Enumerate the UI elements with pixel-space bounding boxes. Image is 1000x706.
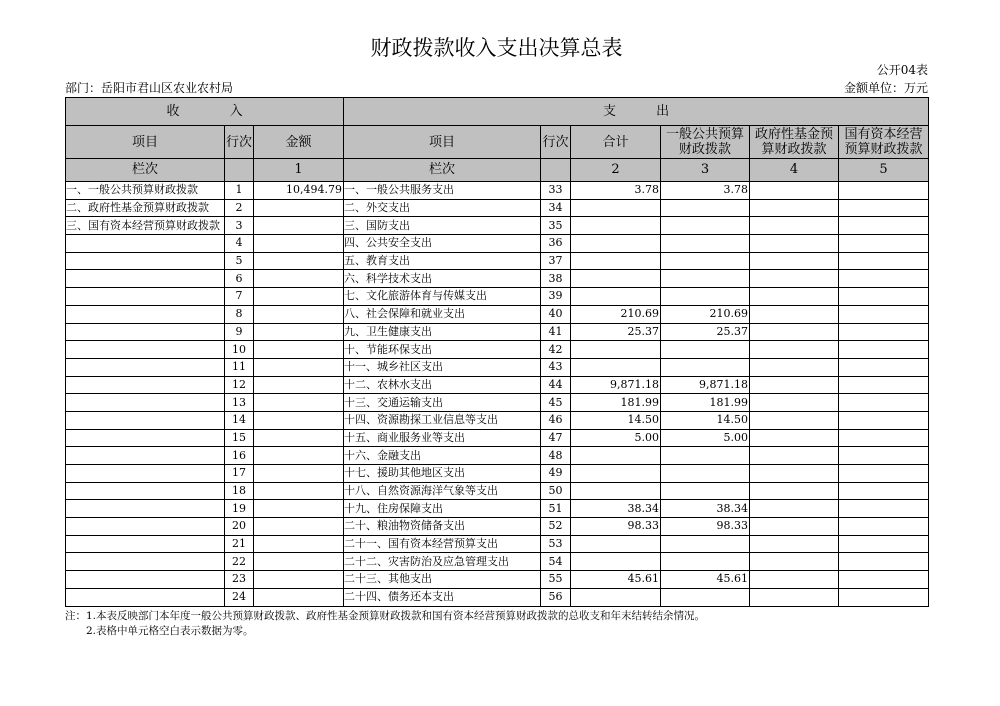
income-item-cell (66, 411, 225, 429)
government-fund-cell (750, 465, 839, 483)
general-budget-cell: 38.34 (661, 500, 750, 518)
expenditure-line-cell: 36 (541, 235, 571, 253)
income-item-cell (66, 305, 225, 323)
table-row (66, 500, 929, 518)
table-row (66, 305, 929, 323)
government-fund-cell (750, 535, 839, 553)
income-line-cell: 7 (225, 288, 254, 306)
income-item-cell (66, 270, 225, 288)
general-budget-cell (661, 341, 750, 359)
general-budget-cell: 3.78 (661, 182, 750, 200)
income-amount-cell (254, 305, 344, 323)
general-budget-cell (661, 235, 750, 253)
general-budget-cell (661, 447, 750, 465)
table-row (66, 235, 929, 253)
expenditure-total-cell (571, 535, 661, 553)
income-amount-cell (254, 235, 344, 253)
government-fund-cell (750, 411, 839, 429)
expenditure-total-cell (571, 341, 661, 359)
state-capital-cell (839, 376, 929, 394)
income-amount-cell (254, 323, 344, 341)
expenditure-item-cell: 十九、住房保障支出 (344, 500, 541, 518)
general-budget-cell: 25.37 (661, 323, 750, 341)
state-capital-cell (839, 394, 929, 412)
income-line-cell: 10 (225, 341, 254, 359)
final-accounts-table (65, 97, 929, 607)
form-code: 公开04表 (876, 63, 928, 77)
table-row (66, 252, 929, 270)
income-line-cell: 4 (225, 235, 254, 253)
state-capital-cell (839, 323, 929, 341)
expenditure-line-cell: 44 (541, 376, 571, 394)
state-capital-cell (839, 571, 929, 589)
income-line-cell: 23 (225, 571, 254, 589)
income-line-header: 行次 (225, 126, 254, 159)
government-fund-cell (750, 341, 839, 359)
expenditure-item-cell: 七、文化旅游体育与传媒支出 (344, 288, 541, 306)
government-fund-cell (750, 217, 839, 235)
income-amount-cell: 10,494.79 (254, 182, 344, 200)
expenditure-line-index-cell (541, 159, 571, 182)
general-budget-cell: 45.61 (661, 571, 750, 589)
table-row (66, 182, 929, 200)
government-fund-cell (750, 199, 839, 217)
income-amount-cell (254, 553, 344, 571)
government-fund-cell (750, 482, 839, 500)
expenditure-index-label: 栏次 (344, 159, 541, 182)
income-item-cell (66, 358, 225, 376)
expenditure-line-cell: 46 (541, 411, 571, 429)
general-budget-cell (661, 252, 750, 270)
state-capital-cell (839, 182, 929, 200)
expenditure-line-cell: 43 (541, 358, 571, 376)
income-amount-cell (254, 252, 344, 270)
state-capital-cell (839, 588, 929, 606)
income-item-cell (66, 465, 225, 483)
income-item-cell (66, 571, 225, 589)
state-capital-cell (839, 535, 929, 553)
table-row (66, 588, 929, 606)
income-item-header: 项目 (66, 126, 225, 159)
income-amount-cell (254, 217, 344, 235)
income-item-cell: 一、一般公共预算财政拨款 (66, 182, 225, 200)
table-row (66, 199, 929, 217)
income-line-cell: 6 (225, 270, 254, 288)
income-amount-header: 金额 (254, 126, 344, 159)
income-line-cell: 8 (225, 305, 254, 323)
income-item-cell (66, 235, 225, 253)
state-capital-cell (839, 217, 929, 235)
expenditure-line-cell: 55 (541, 571, 571, 589)
income-line-cell: 22 (225, 553, 254, 571)
government-fund-index: 4 (750, 159, 839, 182)
income-amount-cell (254, 376, 344, 394)
general-budget-cell: 181.99 (661, 394, 750, 412)
government-fund-cell (750, 429, 839, 447)
income-item-cell (66, 482, 225, 500)
table-row (66, 217, 929, 235)
expenditure-total-cell (571, 588, 661, 606)
state-capital-cell (839, 482, 929, 500)
expenditure-line-cell: 47 (541, 429, 571, 447)
footnote-2: 2.表格中单元格空白表示数据为零。 (86, 625, 254, 637)
income-item-cell (66, 288, 225, 306)
expenditure-item-cell: 一、一般公共服务支出 (344, 182, 541, 200)
general-budget-cell (661, 588, 750, 606)
income-item-cell (66, 394, 225, 412)
expenditure-line-cell: 37 (541, 252, 571, 270)
expenditure-line-cell: 34 (541, 199, 571, 217)
page-title: 财政拨款收入支出决算总表 (370, 36, 623, 60)
footnote-1: 注：1.本表反映部门本年度一般公共预算财政拨款、政府性基金预算财政拨款和国有资本经营预算财政拨款的总收支和年末结转结余情况。 (65, 610, 706, 622)
expenditure-total-cell (571, 553, 661, 571)
government-fund-cell (750, 305, 839, 323)
income-item-cell (66, 341, 225, 359)
expenditure-line-cell: 45 (541, 394, 571, 412)
government-fund-cell (750, 235, 839, 253)
table-row (66, 429, 929, 447)
table-row (66, 411, 929, 429)
expenditure-item-cell: 十二、农林水支出 (344, 376, 541, 394)
income-amount-cell (254, 270, 344, 288)
expenditure-total-cell (571, 465, 661, 483)
income-amount-cell (254, 358, 344, 376)
general-budget-cell: 98.33 (661, 518, 750, 536)
income-item-cell (66, 553, 225, 571)
expenditure-line-cell: 49 (541, 465, 571, 483)
state-capital-cell (839, 288, 929, 306)
expenditure-item-cell: 二十、粮油物资储备支出 (344, 518, 541, 536)
expenditure-item-cell: 八、社会保障和就业支出 (344, 305, 541, 323)
expenditure-total-index: 2 (571, 159, 661, 182)
state-capital-cell (839, 429, 929, 447)
income-line-cell: 19 (225, 500, 254, 518)
expenditure-total-cell (571, 252, 661, 270)
income-amount-index: 1 (254, 159, 344, 182)
income-amount-cell (254, 199, 344, 217)
table-row (66, 341, 929, 359)
expenditure-line-cell: 41 (541, 323, 571, 341)
expenditure-line-cell: 48 (541, 447, 571, 465)
state-capital-cell (839, 305, 929, 323)
income-item-cell (66, 252, 225, 270)
income-item-cell: 二、政府性基金预算财政拨款 (66, 199, 225, 217)
income-line-cell: 14 (225, 411, 254, 429)
expenditure-item-cell: 六、科学技术支出 (344, 270, 541, 288)
table-row (66, 518, 929, 536)
income-item-cell (66, 429, 225, 447)
expenditure-total-cell: 98.33 (571, 518, 661, 536)
government-fund-cell (750, 518, 839, 536)
income-item-cell (66, 518, 225, 536)
government-fund-cell (750, 323, 839, 341)
table-row (66, 323, 929, 341)
section-header-row (66, 98, 929, 126)
expenditure-item-cell: 二十二、灾害防治及应急管理支出 (344, 553, 541, 571)
column-index-row (66, 159, 929, 182)
income-line-cell: 20 (225, 518, 254, 536)
expenditure-line-cell: 39 (541, 288, 571, 306)
expenditure-total-cell: 45.61 (571, 571, 661, 589)
expenditure-line-cell: 38 (541, 270, 571, 288)
government-fund-cell (750, 376, 839, 394)
general-budget-cell (661, 358, 750, 376)
expenditure-line-cell: 33 (541, 182, 571, 200)
state-capital-cell (839, 341, 929, 359)
government-fund-cell (750, 447, 839, 465)
expenditure-line-cell: 52 (541, 518, 571, 536)
general-budget-cell (661, 270, 750, 288)
state-capital-cell (839, 465, 929, 483)
income-amount-cell (254, 429, 344, 447)
income-line-cell: 18 (225, 482, 254, 500)
state-capital-cell (839, 518, 929, 536)
general-budget-cell: 5.00 (661, 429, 750, 447)
table-row (66, 288, 929, 306)
government-fund-cell (750, 394, 839, 412)
government-fund-cell (750, 571, 839, 589)
expenditure-line-cell: 56 (541, 588, 571, 606)
department-label: 部门：岳阳市君山区农业农村局 (65, 81, 234, 95)
expenditure-total-cell: 3.78 (571, 182, 661, 200)
state-capital-cell (839, 358, 929, 376)
expenditure-item-cell: 二十四、债务还本支出 (344, 588, 541, 606)
income-amount-cell (254, 571, 344, 589)
income-item-cell: 三、国有资本经营预算财政拨款 (66, 217, 225, 235)
table-row (66, 465, 929, 483)
general-budget-cell (661, 199, 750, 217)
income-line-cell: 13 (225, 394, 254, 412)
government-fund-cell (750, 588, 839, 606)
state-capital-cell (839, 270, 929, 288)
table-row (66, 571, 929, 589)
expenditure-item-cell: 十五、商业服务业等支出 (344, 429, 541, 447)
government-fund-header: 政府性基金预算财政拨款 (750, 126, 839, 159)
expenditure-line-cell: 54 (541, 553, 571, 571)
table-row (66, 376, 929, 394)
income-line-cell: 1 (225, 182, 254, 200)
expenditure-total-cell (571, 270, 661, 288)
expenditure-total-cell (571, 482, 661, 500)
income-line-cell: 21 (225, 535, 254, 553)
expenditure-item-header: 项目 (344, 126, 541, 159)
income-section-header: 收 入 (66, 98, 344, 126)
expenditure-total-header: 合计 (571, 126, 661, 159)
expenditure-item-cell: 五、教育支出 (344, 252, 541, 270)
general-budget-cell (661, 482, 750, 500)
expenditure-item-cell: 十四、资源勘探工业信息等支出 (344, 411, 541, 429)
expenditure-item-cell: 十七、援助其他地区支出 (344, 465, 541, 483)
table-row (66, 394, 929, 412)
income-item-cell (66, 323, 225, 341)
income-amount-cell (254, 500, 344, 518)
income-amount-cell (254, 588, 344, 606)
expenditure-line-cell: 42 (541, 341, 571, 359)
income-item-cell (66, 535, 225, 553)
expenditure-item-cell: 十六、金融支出 (344, 447, 541, 465)
income-amount-cell (254, 482, 344, 500)
income-line-cell: 2 (225, 199, 254, 217)
income-amount-cell (254, 411, 344, 429)
income-item-cell (66, 376, 225, 394)
government-fund-cell (750, 182, 839, 200)
income-item-cell (66, 500, 225, 518)
income-line-cell: 11 (225, 358, 254, 376)
expenditure-item-cell: 十三、交通运输支出 (344, 394, 541, 412)
expenditure-section-header: 支 出 (344, 98, 929, 126)
general-budget-cell: 210.69 (661, 305, 750, 323)
expenditure-total-cell (571, 288, 661, 306)
state-capital-cell (839, 447, 929, 465)
expenditure-item-cell: 二、外交支出 (344, 199, 541, 217)
general-budget-cell (661, 553, 750, 571)
expenditure-line-cell: 53 (541, 535, 571, 553)
expenditure-total-cell: 181.99 (571, 394, 661, 412)
table-body (66, 182, 929, 607)
income-line-cell: 9 (225, 323, 254, 341)
general-budget-cell (661, 217, 750, 235)
income-amount-cell (254, 288, 344, 306)
expenditure-item-cell: 三、国防支出 (344, 217, 541, 235)
general-budget-cell (661, 535, 750, 553)
unit-label: 金额单位：万元 (843, 81, 928, 95)
state-capital-cell (839, 252, 929, 270)
expenditure-total-cell: 210.69 (571, 305, 661, 323)
income-line-cell: 15 (225, 429, 254, 447)
expenditure-line-cell: 51 (541, 500, 571, 518)
expenditure-line-cell: 40 (541, 305, 571, 323)
general-budget-cell (661, 288, 750, 306)
income-index-label: 栏次 (66, 159, 225, 182)
table-row (66, 270, 929, 288)
government-fund-cell (750, 358, 839, 376)
expenditure-total-cell: 9,871.18 (571, 376, 661, 394)
state-capital-header: 国有资本经营预算财政拨款 (839, 126, 929, 159)
income-item-cell (66, 588, 225, 606)
expenditure-item-cell: 二十三、其他支出 (344, 571, 541, 589)
income-line-cell: 5 (225, 252, 254, 270)
income-amount-cell (254, 394, 344, 412)
expenditure-total-cell (571, 199, 661, 217)
expenditure-total-cell (571, 217, 661, 235)
income-line-cell: 17 (225, 465, 254, 483)
expenditure-item-cell: 四、公共安全支出 (344, 235, 541, 253)
income-amount-cell (254, 447, 344, 465)
government-fund-cell (750, 288, 839, 306)
income-amount-cell (254, 535, 344, 553)
expenditure-line-header: 行次 (541, 126, 571, 159)
table-row (66, 535, 929, 553)
expenditure-item-cell: 九、卫生健康支出 (344, 323, 541, 341)
expenditure-total-cell: 14.50 (571, 411, 661, 429)
income-amount-cell (254, 341, 344, 359)
expenditure-line-cell: 35 (541, 217, 571, 235)
income-line-cell: 12 (225, 376, 254, 394)
expenditure-total-cell: 25.37 (571, 323, 661, 341)
table-row (66, 482, 929, 500)
general-budget-header: 一般公共预算财政拨款 (661, 126, 750, 159)
table-row (66, 358, 929, 376)
income-line-cell: 3 (225, 217, 254, 235)
table-row (66, 553, 929, 571)
state-capital-cell (839, 199, 929, 217)
income-amount-cell (254, 465, 344, 483)
government-fund-cell (750, 500, 839, 518)
income-item-cell (66, 447, 225, 465)
general-budget-index: 3 (661, 159, 750, 182)
expenditure-total-cell: 38.34 (571, 500, 661, 518)
general-budget-cell: 9,871.18 (661, 376, 750, 394)
general-budget-cell: 14.50 (661, 411, 750, 429)
expenditure-item-cell: 十、节能环保支出 (344, 341, 541, 359)
state-capital-cell (839, 500, 929, 518)
expenditure-total-cell: 5.00 (571, 429, 661, 447)
income-amount-cell (254, 518, 344, 536)
expenditure-item-cell: 十八、自然资源海洋气象等支出 (344, 482, 541, 500)
column-header-row (66, 126, 929, 159)
expenditure-total-cell (571, 447, 661, 465)
government-fund-cell (750, 553, 839, 571)
state-capital-cell (839, 235, 929, 253)
general-budget-cell (661, 465, 750, 483)
expenditure-item-cell: 二十一、国有资本经营预算支出 (344, 535, 541, 553)
state-capital-index: 5 (839, 159, 929, 182)
income-line-cell: 16 (225, 447, 254, 465)
state-capital-cell (839, 553, 929, 571)
state-capital-cell (839, 411, 929, 429)
expenditure-line-cell: 50 (541, 482, 571, 500)
income-line-index-cell (225, 159, 254, 182)
government-fund-cell (750, 270, 839, 288)
government-fund-cell (750, 252, 839, 270)
table-row (66, 447, 929, 465)
expenditure-total-cell (571, 358, 661, 376)
expenditure-total-cell (571, 235, 661, 253)
income-line-cell: 24 (225, 588, 254, 606)
expenditure-item-cell: 十一、城乡社区支出 (344, 358, 541, 376)
